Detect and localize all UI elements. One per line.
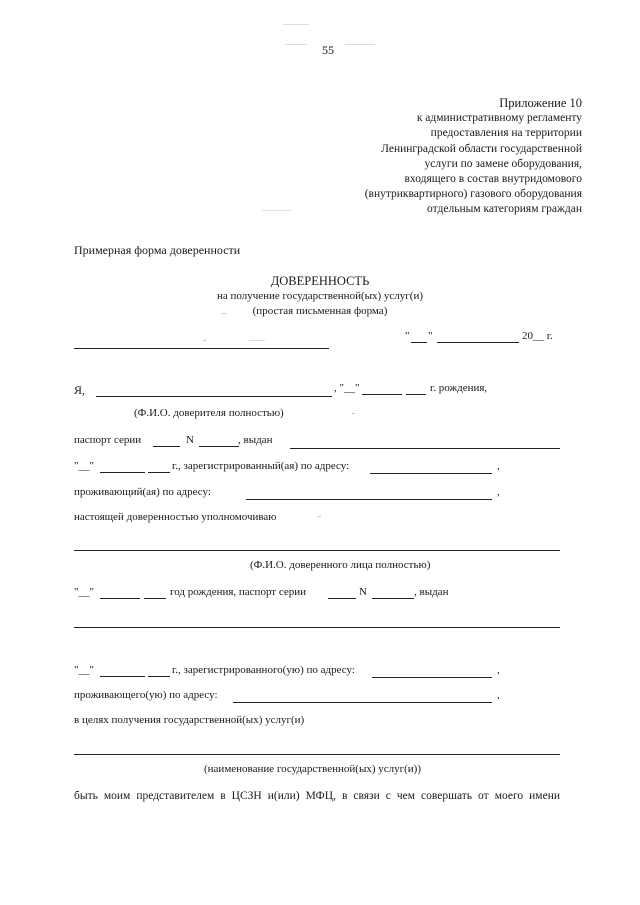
principal-registered-comma: , xyxy=(497,460,500,472)
agent-passport-n-label: N xyxy=(359,586,367,598)
principal-name-line xyxy=(96,396,332,397)
principal-issued-line xyxy=(290,448,560,449)
agent-issued-line xyxy=(74,627,560,628)
principal-passport-series-line xyxy=(153,446,180,447)
agent-residing-line xyxy=(233,702,492,703)
document-subtitle: на получение государственной(ых) услуг(и) xyxy=(216,290,424,302)
principal-passport-n-line xyxy=(199,446,239,447)
principal-dob-part: , "__" xyxy=(334,382,360,394)
agent-residing-comma: , xyxy=(497,689,500,701)
agent-registered-label: г., зарегистрированного(ую) по адресу: xyxy=(172,664,355,676)
agent-dob-year-line xyxy=(144,598,166,599)
principal-residing-line xyxy=(246,499,492,500)
date-year: 20__ г. xyxy=(522,330,553,342)
document-subtitle-form: (простая письменная форма) xyxy=(252,305,388,317)
agent-dob-passport-label: год рождения, паспорт серии xyxy=(170,586,307,598)
agent-caption: (Ф.И.О. доверенного лица полностью) xyxy=(250,559,431,571)
place-line xyxy=(74,348,329,349)
principal-registered-label: г., зарегистрированный(ая) по адресу: xyxy=(172,460,350,472)
agent-dob-prefix: "__" xyxy=(74,586,94,598)
final-text: быть моим представителем в ЦСЗН и(или) МФЦ, в связи с чем совершать от моего имени xyxy=(74,790,560,802)
principal-issued-label: , выдан xyxy=(238,434,273,446)
appendix-line: Приложение 10 xyxy=(499,96,582,110)
agent-issued-label: , выдан xyxy=(414,586,449,598)
date-month-line xyxy=(437,342,519,343)
date-day-line xyxy=(411,342,427,343)
agent-reg-date-prefix: "__" xyxy=(74,664,94,676)
appendix-line: Ленинградской области государственной xyxy=(381,142,582,155)
purpose-text: в целях получения государственной(ых) услуг(и) xyxy=(74,714,305,726)
appendix-line: предоставления на территории xyxy=(430,127,582,140)
appendix-block xyxy=(365,96,582,218)
page-number: 55 xyxy=(322,43,334,57)
appendix-line: услуги по замене оборудования, xyxy=(424,157,582,170)
agent-reg-year-line xyxy=(148,676,170,677)
agent-registered-comma: , xyxy=(497,664,500,676)
principal-dob-year-line xyxy=(406,394,426,395)
date-quote-close: " xyxy=(428,330,433,342)
principal-caption: (Ф.И.О. доверителя полностью) xyxy=(134,407,284,419)
principal-dob-suffix: г. рождения, xyxy=(430,382,488,394)
principal-prefix: Я, xyxy=(74,383,86,397)
principal-residing-comma: , xyxy=(497,486,500,498)
appendix-line: к административному регламенту xyxy=(416,112,582,125)
agent-registered-line xyxy=(372,677,492,678)
appendix-line: отдельным категориям граждан xyxy=(427,203,582,216)
principal-reg-month-line xyxy=(100,472,145,473)
document-title: ДОВЕРЕННОСТЬ xyxy=(270,274,370,288)
date-quote-open: " xyxy=(405,330,410,342)
principal-passport-series-label: паспорт серии xyxy=(74,434,142,446)
agent-name-line xyxy=(74,550,560,551)
appendix-line: (внутриквартирного) газового оборудования xyxy=(364,188,582,201)
agent-dob-month-line xyxy=(100,598,140,599)
appendix-line: входящего в состав внутридомового xyxy=(404,173,582,186)
agent-reg-month-line xyxy=(100,676,145,677)
agent-passport-series-line xyxy=(328,598,356,599)
principal-reg-year-line xyxy=(148,472,170,473)
principal-dob-month-line xyxy=(362,394,402,395)
service-name-line xyxy=(74,754,560,755)
agent-residing-label: проживающего(ую) по адресу: xyxy=(74,689,218,701)
authorize-text: настоящей доверенностью уполномочиваю xyxy=(74,511,277,523)
principal-registered-line xyxy=(370,473,492,474)
agent-passport-n-line xyxy=(372,598,414,599)
principal-reg-date-prefix: "__" xyxy=(74,460,94,472)
principal-residing-label: проживающий(ая) по адресу: xyxy=(74,486,211,498)
service-caption: (наименование государственной(ых) услуг(и)) xyxy=(204,763,422,775)
form-caption: Примерная форма доверенности xyxy=(74,243,241,257)
principal-passport-n-label: N xyxy=(186,434,194,446)
